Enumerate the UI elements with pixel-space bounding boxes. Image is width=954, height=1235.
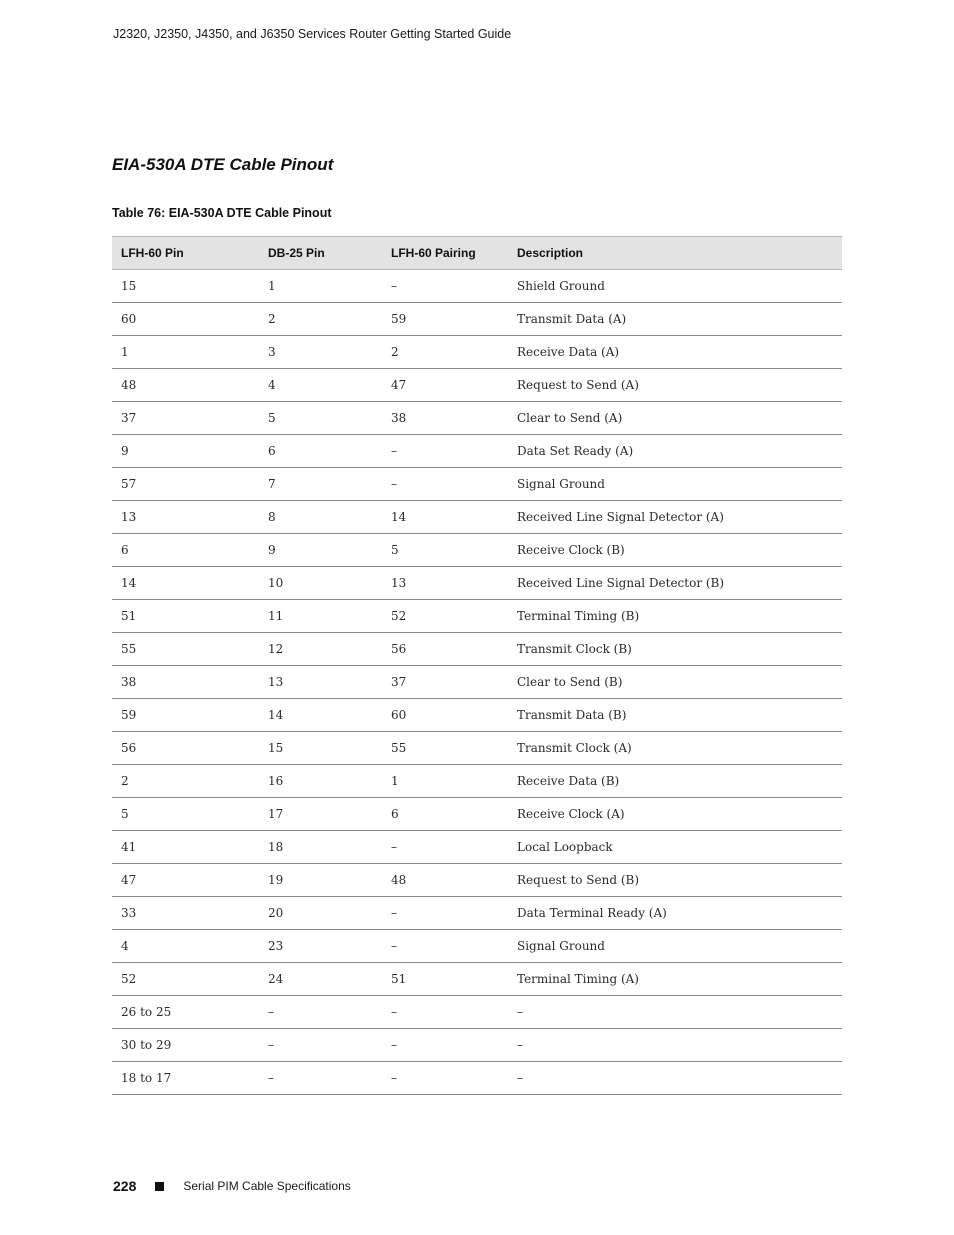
cell-lfh60-pairing: 13	[382, 567, 508, 600]
cell-description: Data Terminal Ready (A)	[508, 897, 842, 930]
cell-description: Local Loopback	[508, 831, 842, 864]
cell-lfh60-pairing: –	[382, 435, 508, 468]
cell-db25-pin: 2	[259, 303, 382, 336]
cell-description: Transmit Clock (B)	[508, 633, 842, 666]
cell-description: Transmit Data (A)	[508, 303, 842, 336]
cell-lfh60-pairing: 2	[382, 336, 508, 369]
cell-lfh60-pairing: –	[382, 930, 508, 963]
cell-description: –	[508, 996, 842, 1029]
cell-lfh60-pairing: 47	[382, 369, 508, 402]
cell-lfh60-pin: 4	[112, 930, 259, 963]
cell-lfh60-pairing: 52	[382, 600, 508, 633]
table-row	[112, 864, 842, 897]
cell-description: Data Set Ready (A)	[508, 435, 842, 468]
column-header-lfh60-pairing: LFH-60 Pairing	[382, 237, 508, 270]
cell-lfh60-pairing: –	[382, 1062, 508, 1095]
cell-description: Received Line Signal Detector (A)	[508, 501, 842, 534]
cell-db25-pin: 13	[259, 666, 382, 699]
cell-db25-pin: 15	[259, 732, 382, 765]
cell-db25-pin: 14	[259, 699, 382, 732]
cell-db25-pin: 8	[259, 501, 382, 534]
cell-description: Clear to Send (B)	[508, 666, 842, 699]
cell-lfh60-pairing: –	[382, 468, 508, 501]
table-row	[112, 798, 842, 831]
cell-db25-pin: 3	[259, 336, 382, 369]
cell-description: Transmit Clock (A)	[508, 732, 842, 765]
cell-description: Request to Send (A)	[508, 369, 842, 402]
cell-lfh60-pairing: 14	[382, 501, 508, 534]
cell-lfh60-pairing: 6	[382, 798, 508, 831]
cell-lfh60-pin: 14	[112, 567, 259, 600]
cell-lfh60-pairing: –	[382, 270, 508, 303]
cell-lfh60-pin: 41	[112, 831, 259, 864]
cell-description: Signal Ground	[508, 930, 842, 963]
cell-lfh60-pin: 9	[112, 435, 259, 468]
column-header-description: Description	[508, 237, 842, 270]
cell-db25-pin: –	[259, 996, 382, 1029]
table-row	[112, 1029, 842, 1062]
cell-lfh60-pairing: 5	[382, 534, 508, 567]
cell-db25-pin: –	[259, 1029, 382, 1062]
cell-description: –	[508, 1029, 842, 1062]
cell-description: Terminal Timing (B)	[508, 600, 842, 633]
cell-lfh60-pin: 38	[112, 666, 259, 699]
table-row	[112, 567, 842, 600]
column-header-lfh60-pin: LFH-60 Pin	[112, 237, 259, 270]
column-header-db25-pin: DB-25 Pin	[259, 237, 382, 270]
cell-db25-pin: 6	[259, 435, 382, 468]
cell-lfh60-pin: 57	[112, 468, 259, 501]
cell-lfh60-pin: 5	[112, 798, 259, 831]
cell-lfh60-pin: 15	[112, 270, 259, 303]
cell-lfh60-pin: 37	[112, 402, 259, 435]
cell-description: Shield Ground	[508, 270, 842, 303]
table-row	[112, 930, 842, 963]
table-row	[112, 435, 842, 468]
cell-description: Receive Clock (A)	[508, 798, 842, 831]
cell-description: Transmit Data (B)	[508, 699, 842, 732]
cell-db25-pin: 23	[259, 930, 382, 963]
cell-lfh60-pin: 60	[112, 303, 259, 336]
running-header: J2320, J2350, J4350, and J6350 Services Router Getting Started Guide	[113, 27, 512, 41]
table-header	[112, 237, 842, 270]
cell-lfh60-pin: 18 to 17	[112, 1062, 259, 1095]
table-row	[112, 501, 842, 534]
cell-description: Clear to Send (A)	[508, 402, 842, 435]
cell-db25-pin: 7	[259, 468, 382, 501]
table-row	[112, 666, 842, 699]
cell-lfh60-pairing: 1	[382, 765, 508, 798]
cell-lfh60-pin: 6	[112, 534, 259, 567]
cell-description: Signal Ground	[508, 468, 842, 501]
cell-description: Receive Data (B)	[508, 765, 842, 798]
cell-db25-pin: 18	[259, 831, 382, 864]
table-header-row	[112, 237, 842, 270]
cell-description: Receive Clock (B)	[508, 534, 842, 567]
pinout-table	[112, 236, 842, 1095]
table-body	[112, 270, 842, 1095]
cell-lfh60-pairing: 51	[382, 963, 508, 996]
cell-lfh60-pin: 55	[112, 633, 259, 666]
table-row	[112, 831, 842, 864]
cell-lfh60-pin: 33	[112, 897, 259, 930]
cell-db25-pin: 5	[259, 402, 382, 435]
cell-lfh60-pin: 52	[112, 963, 259, 996]
cell-lfh60-pin: 51	[112, 600, 259, 633]
cell-db25-pin: 10	[259, 567, 382, 600]
table-row	[112, 402, 842, 435]
cell-description: Receive Data (A)	[508, 336, 842, 369]
table-caption: Table 76: EIA-530A DTE Cable Pinout	[112, 206, 332, 220]
table-row	[112, 996, 842, 1029]
cell-lfh60-pin: 59	[112, 699, 259, 732]
cell-lfh60-pin: 48	[112, 369, 259, 402]
cell-lfh60-pin: 2	[112, 765, 259, 798]
cell-lfh60-pin: 26 to 25	[112, 996, 259, 1029]
cell-lfh60-pin: 13	[112, 501, 259, 534]
cell-lfh60-pairing: 37	[382, 666, 508, 699]
cell-db25-pin: 12	[259, 633, 382, 666]
table-row	[112, 369, 842, 402]
cell-lfh60-pin: 1	[112, 336, 259, 369]
cell-lfh60-pairing: –	[382, 1029, 508, 1062]
cell-db25-pin: 9	[259, 534, 382, 567]
table-row	[112, 534, 842, 567]
cell-description: Request to Send (B)	[508, 864, 842, 897]
cell-lfh60-pin: 47	[112, 864, 259, 897]
table-row	[112, 336, 842, 369]
table-row	[112, 732, 842, 765]
cell-lfh60-pairing: –	[382, 996, 508, 1029]
table-row	[112, 963, 842, 996]
table-row	[112, 303, 842, 336]
cell-db25-pin: –	[259, 1062, 382, 1095]
cell-lfh60-pairing: 60	[382, 699, 508, 732]
table-row	[112, 765, 842, 798]
table-row	[112, 270, 842, 303]
cell-db25-pin: 24	[259, 963, 382, 996]
table-row	[112, 897, 842, 930]
cell-db25-pin: 11	[259, 600, 382, 633]
cell-lfh60-pairing: 55	[382, 732, 508, 765]
cell-description: Terminal Timing (A)	[508, 963, 842, 996]
cell-db25-pin: 19	[259, 864, 382, 897]
table-row	[112, 633, 842, 666]
cell-db25-pin: 20	[259, 897, 382, 930]
cell-lfh60-pairing: –	[382, 831, 508, 864]
cell-description: Received Line Signal Detector (B)	[508, 567, 842, 600]
cell-db25-pin: 4	[259, 369, 382, 402]
cell-db25-pin: 17	[259, 798, 382, 831]
footer-square-bullet-icon	[155, 1182, 164, 1191]
table-row	[112, 468, 842, 501]
cell-description: –	[508, 1062, 842, 1095]
page-footer	[113, 1178, 351, 1194]
footer-section-name: Serial PIM Cable Specifications	[183, 1179, 351, 1193]
cell-lfh60-pairing: 38	[382, 402, 508, 435]
cell-db25-pin: 16	[259, 765, 382, 798]
page-number: 228	[113, 1178, 137, 1194]
section-title: EIA-530A DTE Cable Pinout	[112, 155, 334, 174]
cell-lfh60-pairing: 48	[382, 864, 508, 897]
table-row	[112, 600, 842, 633]
cell-db25-pin: 1	[259, 270, 382, 303]
cell-lfh60-pairing: 56	[382, 633, 508, 666]
table-row	[112, 1062, 842, 1095]
cell-lfh60-pairing: 59	[382, 303, 508, 336]
table-row	[112, 699, 842, 732]
cell-lfh60-pin: 56	[112, 732, 259, 765]
cell-lfh60-pairing: –	[382, 897, 508, 930]
cell-lfh60-pin: 30 to 29	[112, 1029, 259, 1062]
